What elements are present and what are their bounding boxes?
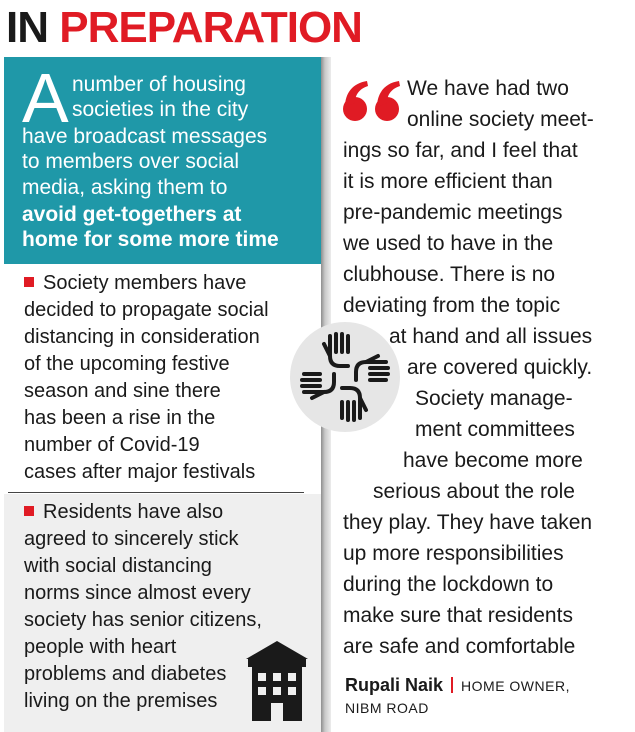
quote-mark-icon (341, 79, 403, 123)
quote-line: we used to have in the (343, 232, 554, 255)
quote-line: ment committees (415, 418, 575, 441)
quote-line: clubhouse. There is no (343, 263, 556, 286)
bullet-square-icon (24, 277, 34, 287)
bullet-line: distancing in consideration (24, 326, 260, 348)
bullet-line-text: Society members have (43, 272, 247, 294)
infographic-frame (0, 57, 635, 732)
header (0, 0, 635, 56)
drop-cap: A (22, 59, 69, 137)
intro-line-bold: avoid get-togethers at (22, 203, 242, 226)
quote-line: make sure that residents (343, 604, 573, 627)
intro-line: have broadcast messages (22, 125, 268, 148)
intro-line: societies in the city (72, 98, 249, 121)
intro-line: media, asking them to (22, 176, 228, 199)
bullet-line: season and sine there (24, 380, 221, 402)
joined-hands-icon (290, 322, 400, 432)
quote-line: during the lockdown to (343, 573, 554, 596)
quote-line: We have had two (407, 77, 569, 100)
bullet-line: society has senior citizens, (24, 609, 262, 631)
bullet-square-icon (24, 506, 34, 516)
quote-line: Society manage- (415, 387, 573, 410)
quote-line: pre-pandemic meetings (343, 201, 563, 224)
bullet-line: people with heart (24, 636, 177, 658)
bullet-line (24, 499, 223, 526)
quote-line: ings so far, and I feel that (343, 139, 578, 162)
bullet-line: agreed to sincerely stick (24, 528, 239, 550)
quote-line: they play. They have taken (343, 511, 593, 534)
left-column (4, 57, 321, 732)
intro-line: number of housing (72, 73, 246, 96)
intro-box (4, 57, 321, 264)
bullet-line: of the upcoming festive (24, 353, 230, 375)
bullet-line (24, 270, 246, 297)
bullet-line: has been a rise in the (24, 407, 216, 429)
bullet-item-1 (4, 267, 321, 493)
quote-line: it is more efficient than (343, 170, 553, 193)
building-icon (244, 637, 310, 721)
intro-line-bold: home for some more time (22, 228, 279, 251)
quote-line: deviating from the topic (343, 294, 561, 317)
byline-separator (451, 677, 453, 693)
intro-line: to members over social (22, 150, 240, 173)
quote-line: have become more (403, 449, 583, 472)
bullet-line: with social distancing (24, 555, 212, 577)
byline-name: Rupali Naik (345, 675, 444, 695)
bullet-line-text: Residents have also (43, 501, 224, 523)
headline (6, 3, 362, 52)
quote-line: online society meet- (407, 108, 594, 131)
quote-line: up more responsibilities (343, 542, 564, 565)
headline-word-preparation: PREPARATION (59, 3, 362, 52)
quote-line: are covered quickly. (407, 356, 593, 379)
divider-line (8, 492, 304, 493)
bullet-line: number of Covid-19 (24, 434, 200, 456)
bullet-line: cases after major festivals (24, 461, 256, 483)
quote-line: serious about the role (373, 480, 575, 503)
bullet-line: norms since almost every (24, 582, 251, 604)
byline-place: NIBM ROAD (345, 700, 429, 716)
byline (345, 675, 570, 696)
headline-word-in: IN (6, 3, 48, 52)
bullet-line: living on the premises (24, 690, 218, 712)
byline-role: HOME OWNER, (461, 678, 570, 694)
bullet-line: decided to propagate social (24, 299, 269, 321)
quote-line: at hand and all issues (389, 325, 593, 348)
quote-line: are safe and comfortable (343, 635, 576, 658)
bullet-line: problems and diabetes (24, 663, 227, 685)
